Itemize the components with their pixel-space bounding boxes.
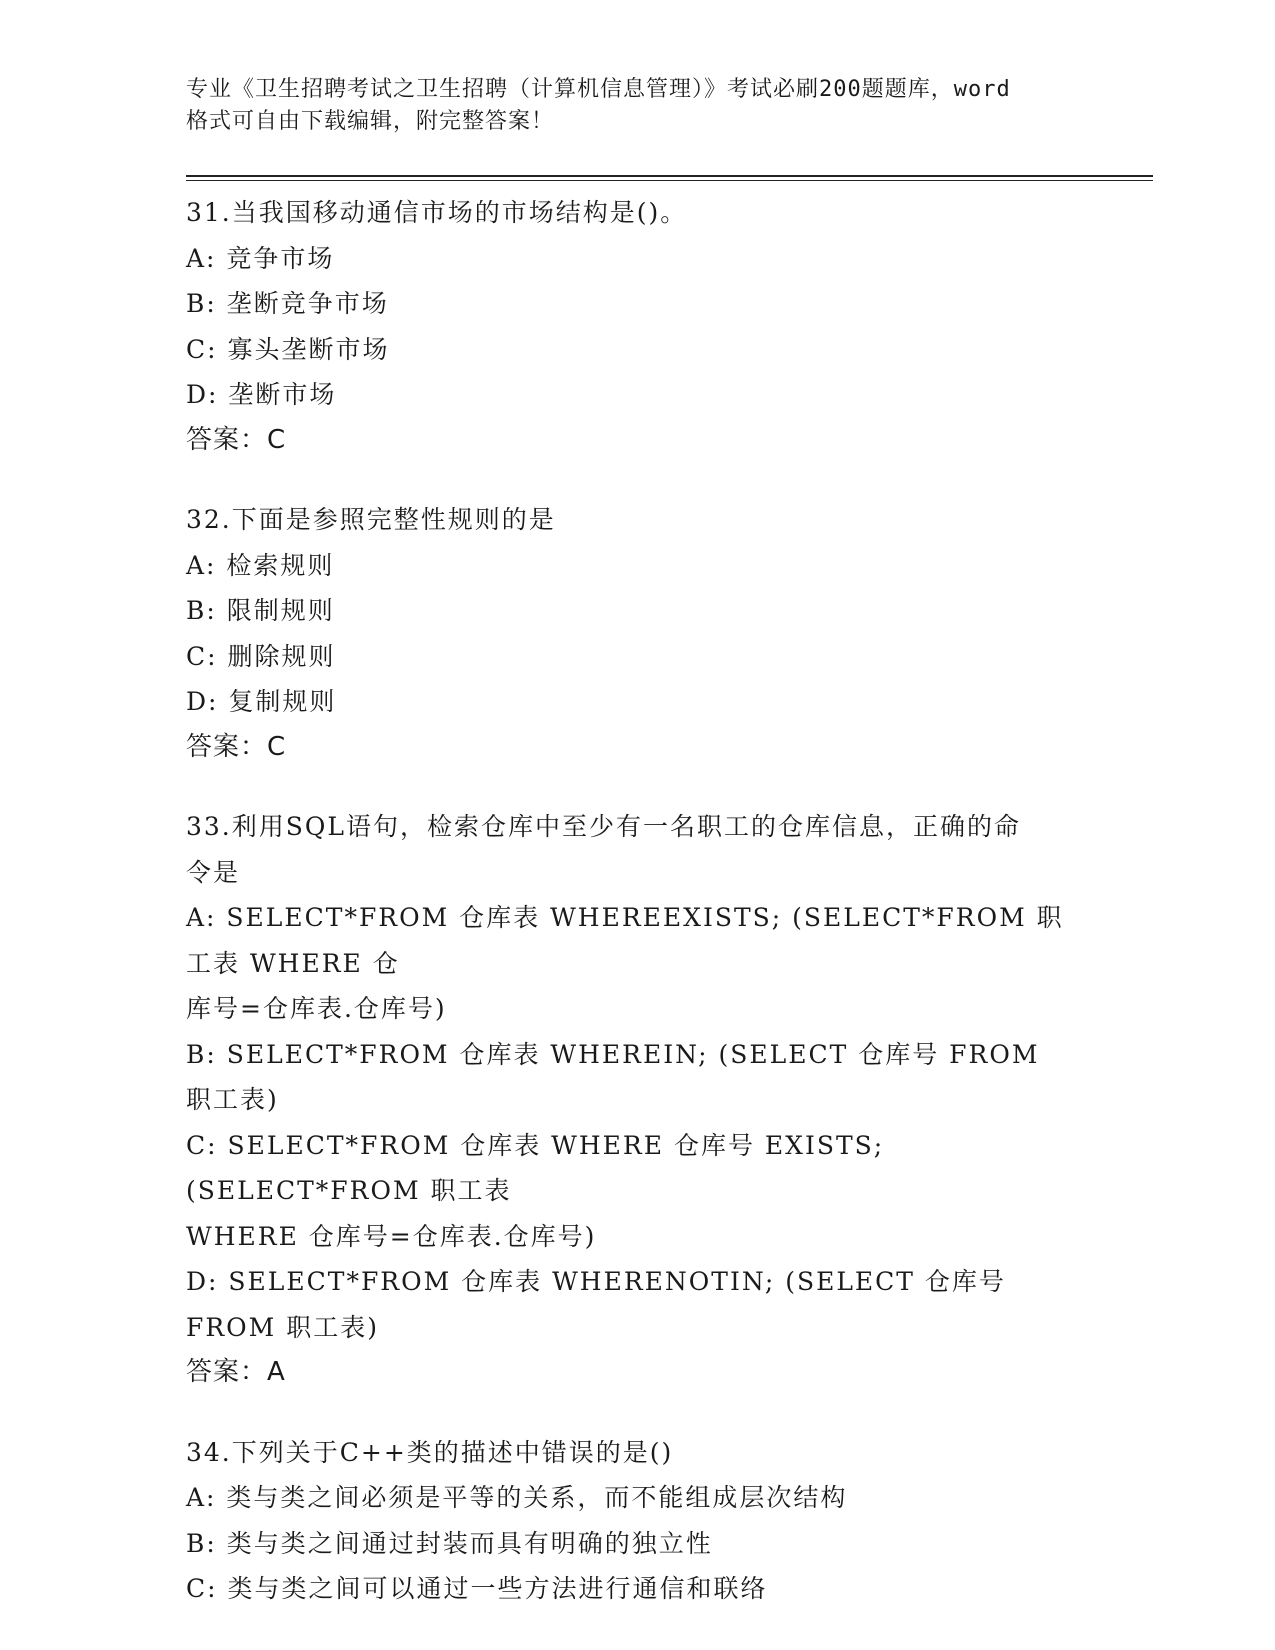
option-c: C: 删除规则: [186, 641, 336, 671]
question-32: [186, 497, 1066, 770]
header-divider-thick: [186, 175, 1153, 177]
answer: 答案：C: [186, 424, 287, 455]
option-a-line-1: A: SELECT*FROM 仓库表 WHEREEXISTS; (SELECT*FROM 职工表 WHERE 仓: [186, 903, 1064, 978]
option-c-line-2: WHERE 仓库号=仓库表.仓库号): [186, 1221, 597, 1251]
option-a: A: 类与类之间必须是平等的关系，而不能组成层次结构: [186, 1483, 848, 1512]
header-line-1: 专业《卫生招聘考试之卫生招聘（计算机信息管理）》考试必刷200题题库，word: [186, 77, 1011, 102]
question-31: [186, 190, 1066, 463]
option-c-line-1: C: SELECT*FROM 仓库表 WHERE 仓库号 EXISTS; (SELECT*FROM 职工表: [186, 1130, 895, 1205]
question-stem: 34.下列关于C++类的描述中错误的是(): [186, 1437, 674, 1467]
question-33: [186, 804, 1066, 1396]
question-stem-line-2: 令是: [186, 857, 241, 887]
option-d: D: SELECT*FROM 仓库表 WHERENOTIN; (SELECT 仓库号 FROM 职工表): [186, 1267, 1016, 1342]
option-b: B: 类与类之间通过封装而具有明确的独立性: [186, 1528, 713, 1558]
option-c: C: 类与类之间可以通过一些方法进行通信和联络: [186, 1574, 768, 1603]
question-stem-line-1: 33.利用SQL语句，检索仓库中至少有一名职工的仓库信息，正确的命: [186, 812, 1021, 841]
header-divider-thin: [186, 180, 1153, 181]
option-b: B: 限制规则: [186, 596, 335, 625]
option-c: C: 寡头垄断市场: [186, 334, 390, 364]
question-34: [186, 1430, 1066, 1612]
question-stem: 32.下面是参照完整性规则的是: [186, 505, 556, 534]
option-d: D: 垄断市场: [186, 380, 337, 409]
option-a: A: 竞争市场: [186, 243, 335, 273]
header-line-2: 格式可自由下载编辑，附完整答案！: [186, 109, 555, 134]
option-a-line-2: 库号=仓库表.仓库号): [186, 994, 447, 1023]
option-b: B: SELECT*FROM 仓库表 WHEREIN; (SELECT 仓库号 FROM 职工表): [186, 1039, 1050, 1114]
question-list: [186, 190, 1066, 1646]
option-a: A: 检索规则: [186, 550, 335, 580]
option-b: B: 垄断竞争市场: [186, 289, 389, 318]
document-header: [186, 74, 1086, 138]
option-d: D: 复制规则: [186, 687, 337, 716]
question-stem: 31.当我国移动通信市场的市场结构是()。: [186, 198, 688, 227]
answer: 答案：C: [186, 731, 287, 762]
answer: 答案：A: [186, 1357, 286, 1387]
